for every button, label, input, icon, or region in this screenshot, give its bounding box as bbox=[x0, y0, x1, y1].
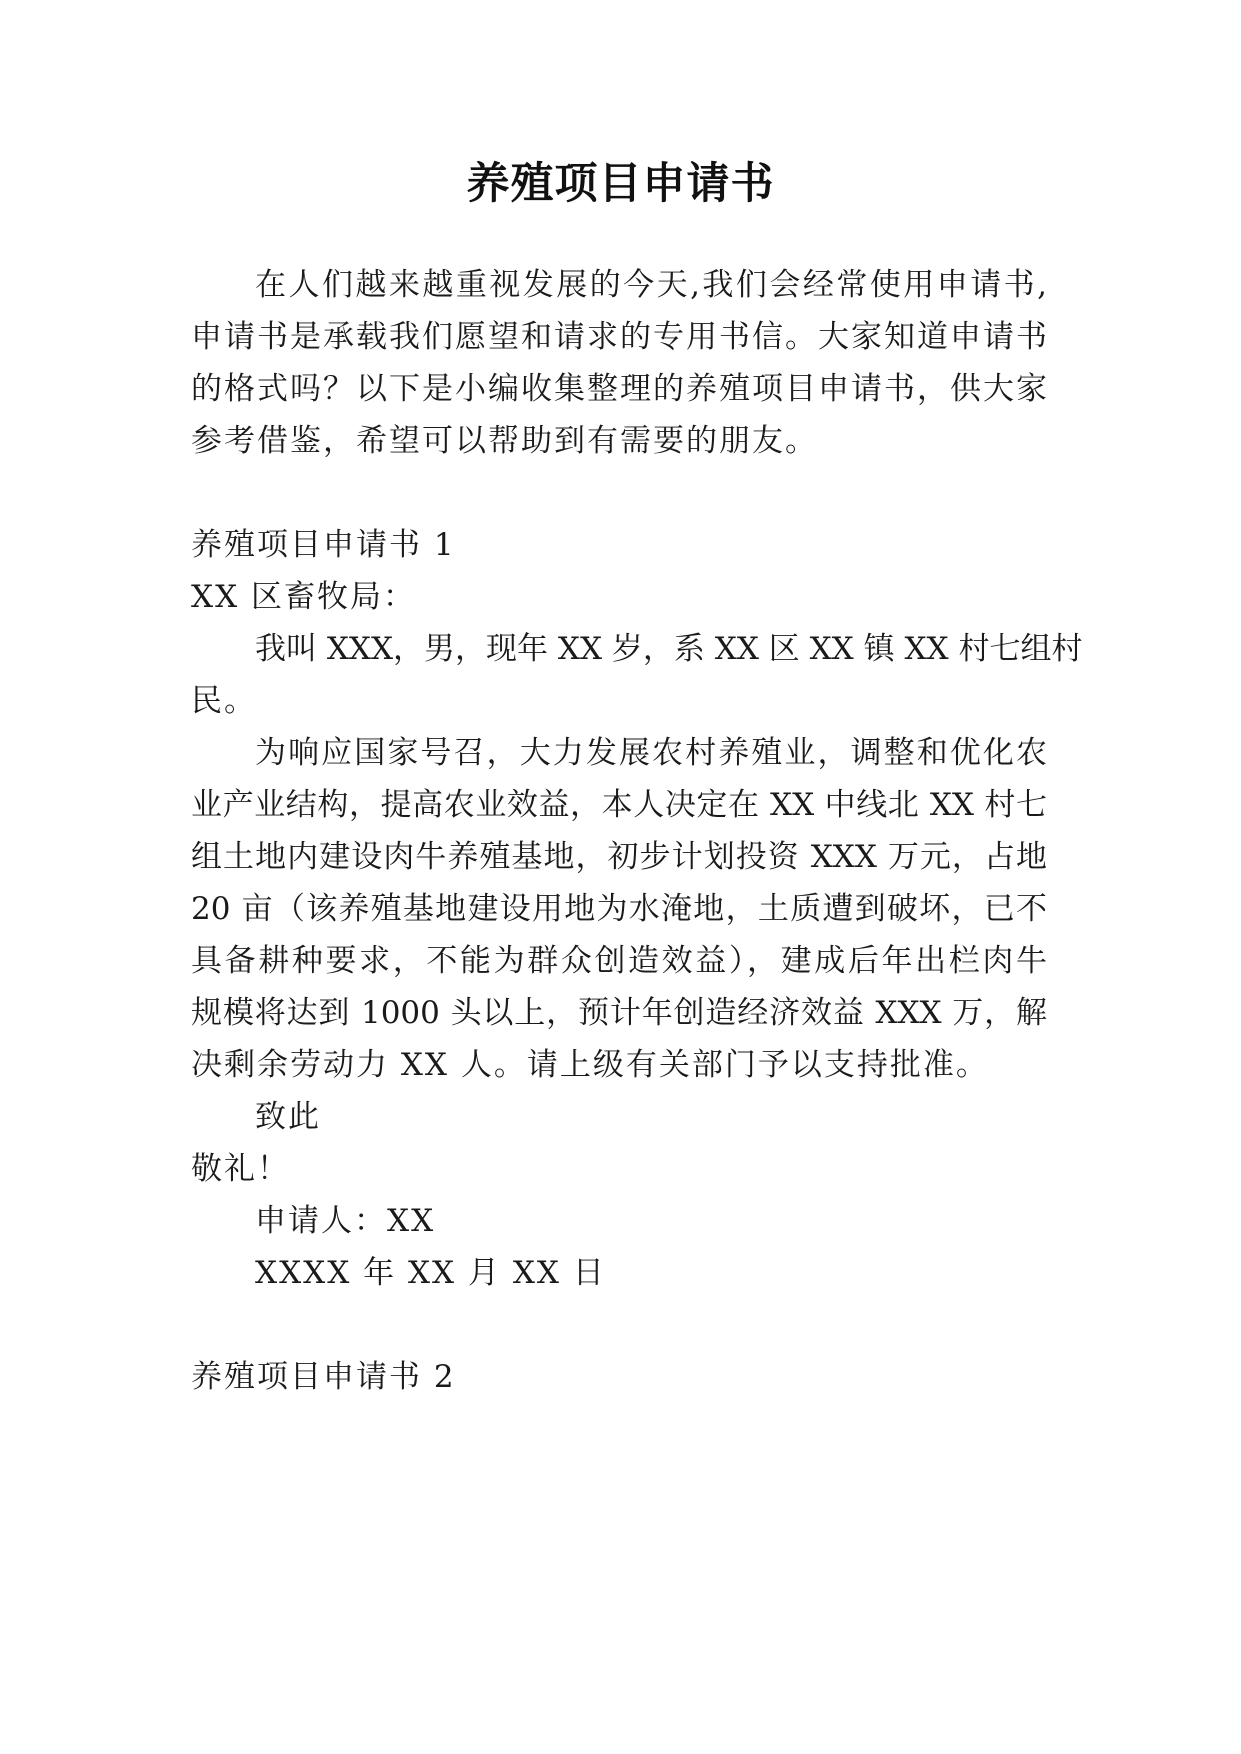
applicant-signature: 申请人：XX bbox=[255, 1203, 436, 1239]
para2-line-5: 具备耕种要求，不能为群众创造效益），建成后年出栏肉牛 bbox=[191, 943, 1047, 979]
section-1-heading: 养殖项目申请书 1 bbox=[191, 527, 456, 563]
closing-line-2: 敬礼！ bbox=[191, 1151, 290, 1187]
intro-line-1: 在人们越来越重视发展的今天,我们会经常使用申请书, bbox=[255, 267, 1047, 303]
para2-line-2: 业产业结构，提高农业效益，本人决定在 XX 中线北 XX 村七 bbox=[191, 787, 1047, 823]
salutation: XX 区畜牧局： bbox=[191, 579, 416, 615]
intro-line-2: 申请书是承载我们愿望和请求的专用书信。大家知道申请书 bbox=[191, 319, 1047, 355]
intro-line-4: 参考借鉴，希望可以帮助到有需要的朋友。 bbox=[191, 423, 818, 459]
document-title: 养殖项目申请书 bbox=[466, 159, 775, 209]
para2-line-4: 20 亩（该养殖基地建设用地为水淹地，土质遭到破坏，已不 bbox=[191, 891, 1047, 927]
intro-line-3: 的格式吗？以下是小编收集整理的养殖项目申请书，供大家 bbox=[191, 371, 1047, 407]
closing-line-1: 致此 bbox=[255, 1099, 321, 1135]
para2-line-6: 规模将达到 1000 头以上，预计年创造经济效益 XXX 万，解 bbox=[191, 995, 1047, 1031]
para1-line-1: 我叫 XXX，男，现年 XX 岁，系 XX 区 XX 镇 XX 村七组村 bbox=[255, 631, 1083, 667]
para1-line-2: 民。 bbox=[191, 683, 257, 719]
para2-line-3: 组土地内建设肉牛养殖基地，初步计划投资 XXX 万元，占地 bbox=[191, 839, 1047, 875]
para2-line-1: 为响应国家号召，大力发展农村养殖业，调整和优化农 bbox=[255, 735, 1047, 771]
section-2-heading: 养殖项目申请书 2 bbox=[191, 1359, 456, 1395]
para2-line-7: 决剩余劳动力 XX 人。请上级有关部门予以支持批准。 bbox=[191, 1047, 989, 1083]
application-date: XXXX 年 XX 月 XX 日 bbox=[255, 1255, 606, 1291]
